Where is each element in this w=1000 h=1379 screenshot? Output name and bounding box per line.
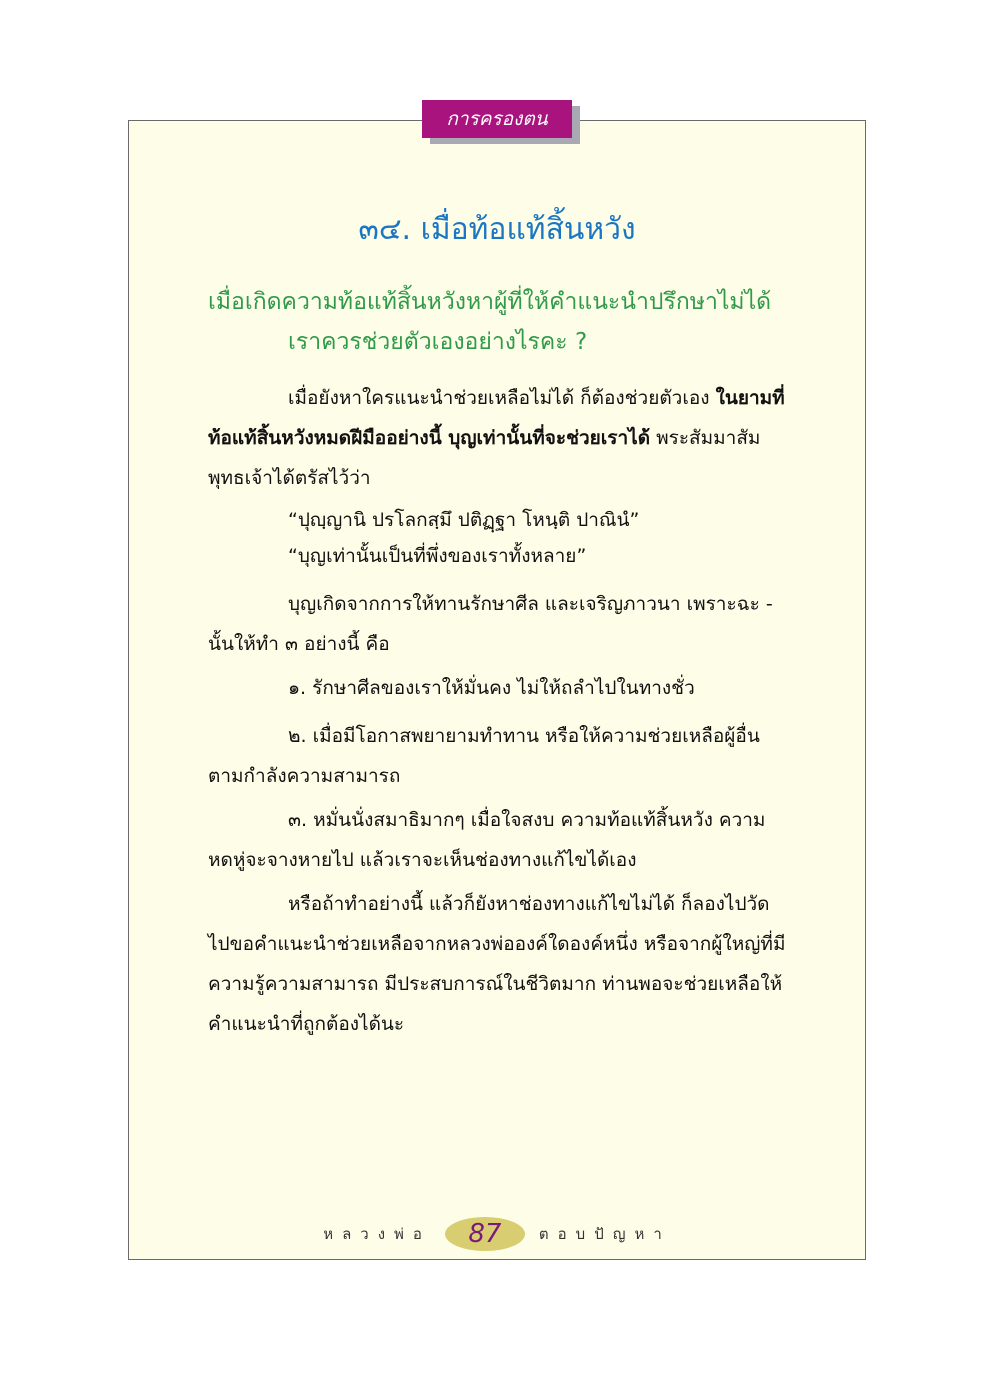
question-line-2: เราควรช่วยตัวเองอย่างไรคะ ?	[288, 329, 588, 355]
answer-paragraph-3: หรือถ้าทำอย่างนี้ แล้วก็ยังหาช่องทางแก้ไขไม่ได้ ก็ลองไปวัด ไปขอคำแนะนำช่วยเหลือจากหลวงพ่อองค์ใดองค์หนึ่ง หรือจากผู้ใหญ่ที่มีความรู้ความสามารถ มีประสบการณ์ในชีวิตมาก ท่านพอจะช่วยเหลือให้คำแนะนำที่ถูกต้องได้นะ	[208, 893, 786, 1035]
footer-left-text: หลวงพ่อ	[323, 1225, 431, 1243]
question-line-1: เมื่อเกิดความท้อแท้สิ้นหวังหาผู้ที่ให้คำแนะนำปรึกษาไม่ได้	[208, 289, 772, 315]
page-number: 87	[468, 1219, 502, 1249]
quote-thai: “บุญเท่านั้นเป็นที่พึ่งของเราทั้งหลาย”	[288, 545, 587, 567]
answer-p1-bold: ในยามที่ท้อแท้สิ้นหวังหมดฝีมืออย่างนี้ บุญเท่านั้นที่จะช่วยเราได้	[208, 387, 785, 449]
page-title: ๓๔. เมื่อท้อแท้สิ้นหวัง	[358, 212, 636, 247]
list-item-3: ๓. หมั่นนั่งสมาธิมากๆ เมื่อใจสงบ ความท้อแท้สิ้นหวัง ความหดหู่จะจางหายไป แล้วเราจะเห็นช่องทางแก้ไขได้เอง	[208, 809, 766, 871]
answer-paragraph-2: บุญเกิดจากการให้ทานรักษาศีล และเจริญภาวนา เพราะฉะ - นั้นให้ทำ ๓ อย่างนี้ คือ	[208, 593, 773, 655]
quote-pali: “ปุญฺญานิ ปรโลกสฺมึ ปติฏฺฐา โหนฺติ ปาณินํ”	[288, 509, 640, 531]
section-tab: การครองตน	[422, 100, 572, 138]
page-footer	[128, 1214, 866, 1254]
answer-paragraph-1	[208, 378, 790, 498]
list-item-1: ๑. รักษาศีลของเราให้มั่นคง ไม่ให้ถลำไปในทางชั่ว	[288, 677, 695, 699]
answer-p1-end: พระสัมมาสัมพุทธเจ้าได้ตรัสไว้ว่า	[208, 427, 761, 489]
page-number-badge	[445, 1217, 525, 1251]
list-item-2: ๒. เมื่อมีโอกาสพยายามทำทาน หรือให้ความช่วยเหลือผู้อื่นตามกำลังความสามารถ	[208, 725, 760, 787]
question	[208, 282, 808, 362]
footer-right-text: ตอบปัญหา	[538, 1225, 671, 1243]
answer-p1-start: เมื่อยังหาใครแนะนำช่วยเหลือไม่ได้ ก็ต้องช่วยตัวเอง	[288, 387, 716, 409]
